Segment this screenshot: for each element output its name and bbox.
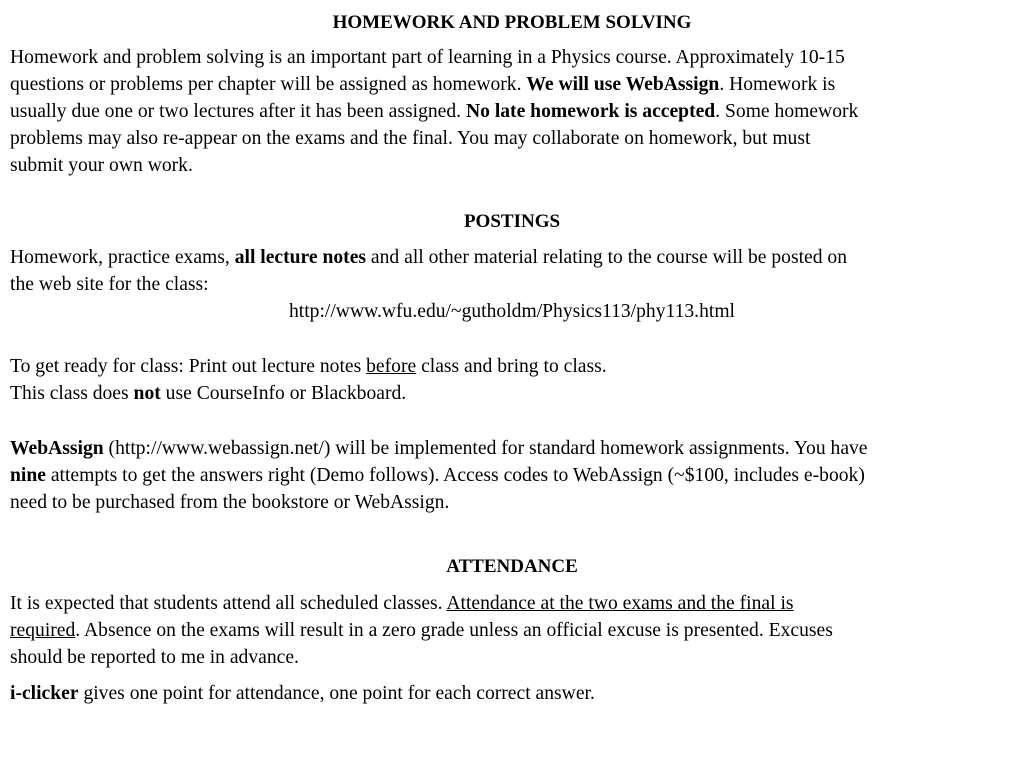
text-span: submit your own work. <box>10 155 193 176</box>
paragraph-attendance <box>10 590 833 671</box>
text-span: the web site for the class: <box>10 274 209 295</box>
text-line <box>10 98 858 125</box>
text-span: . Absence on the exams will result in a zero grade unless an official excuse is presented. Excuses <box>75 620 833 641</box>
bold-text: i-clicker <box>10 683 79 704</box>
text-line <box>10 435 868 462</box>
paragraph-ready <box>10 353 607 407</box>
heading-postings: POSTINGS <box>463 211 561 232</box>
text-line <box>10 125 858 152</box>
paragraph-homework <box>10 44 858 179</box>
text-line <box>10 680 595 707</box>
text-span: It is expected that students attend all scheduled classes. <box>10 593 447 614</box>
text-span: class and bring to class. <box>416 356 607 377</box>
text-span: This class does <box>10 383 134 404</box>
underlined-text: required <box>10 620 76 641</box>
text-span: gives one point for attendance, one point for each correct answer. <box>78 683 595 704</box>
text-span: need to be purchased from the bookstore or WebAssign. <box>10 492 450 513</box>
text-line <box>10 271 847 298</box>
underlined-text: Attendance at the two exams and the final is <box>446 593 794 614</box>
bold-text: nine <box>10 465 46 486</box>
text-line <box>10 380 607 407</box>
text-span: problems may also re-appear on the exams and the final. You may collaborate on homework, but must <box>10 128 811 149</box>
text-span: should be reported to me in advance. <box>10 647 299 668</box>
text-span: questions or problems per chapter will be assigned as homework. <box>10 74 527 95</box>
paragraph-iclicker <box>10 680 595 707</box>
text-span: use CourseInfo or Blackboard. <box>160 383 407 404</box>
heading-attendance: ATTENDANCE <box>446 556 578 577</box>
text-line <box>10 590 833 617</box>
paragraph-postings <box>10 244 847 298</box>
bold-text: WebAssign <box>10 438 104 459</box>
bold-text: all lecture notes <box>234 247 367 268</box>
text-line <box>10 353 607 380</box>
text-line <box>10 44 858 71</box>
bold-text: not <box>133 383 161 404</box>
bold-text: No late homework is accepted <box>465 101 716 122</box>
text-span: (http://www.webassign.net/) will be implemented for standard homework assignments. You have <box>103 438 868 459</box>
text-line <box>10 644 833 671</box>
text-line <box>10 152 858 179</box>
text-span: and all other material relating to the course will be posted on <box>366 247 848 268</box>
text-span: . Some homework <box>715 101 859 122</box>
text-span: Homework, practice exams, <box>10 247 235 268</box>
text-line <box>10 71 858 98</box>
bold-text: We will use WebAssign <box>526 74 720 95</box>
heading-homework: HOMEWORK AND PROBLEM SOLVING <box>332 12 692 33</box>
text-span: To get ready for class: Print out lecture notes <box>10 356 367 377</box>
paragraph-webassign <box>10 435 868 516</box>
text-line <box>10 244 847 271</box>
underlined-text: before <box>366 356 417 377</box>
text-span: Homework and problem solving is an important part of learning in a Physics course. Approximately 10-15 <box>10 47 845 68</box>
text-span: usually due one or two lectures after it has been assigned. <box>10 101 466 122</box>
text-span: . Homework is <box>719 74 836 95</box>
text-line <box>10 617 833 644</box>
course-url: http://www.wfu.edu/~gutholdm/Physics113/phy113.html <box>288 301 735 322</box>
text-line <box>10 462 868 489</box>
text-line <box>10 489 868 516</box>
text-span: attempts to get the answers right (Demo follows). Access codes to WebAssign (~$100, includes e-book) <box>45 465 865 486</box>
